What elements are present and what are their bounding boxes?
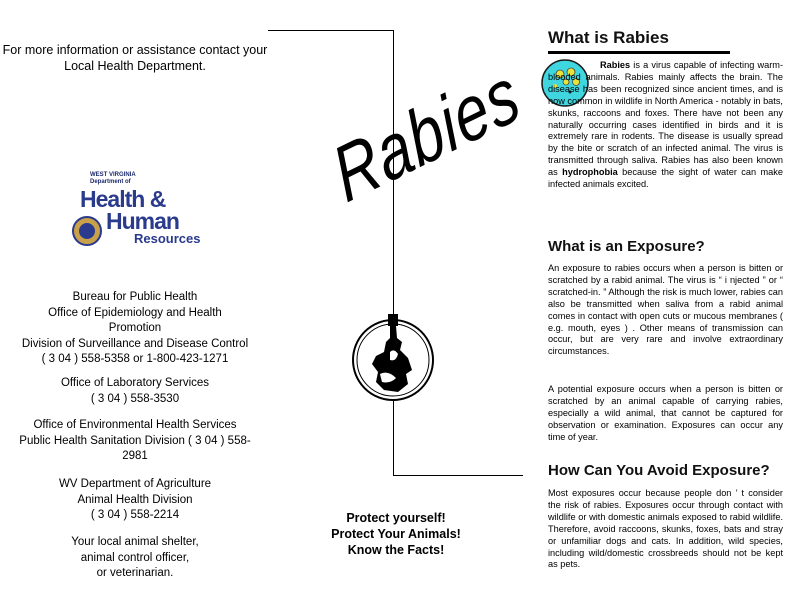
local-line: animal control officer,: [80, 551, 190, 564]
bureau-line: Division of Surveillance and Disease Control: [21, 337, 249, 350]
avoid-exposure-paragraph: Most exposures occur because people don ’ t consider the risk of rabies. Exposures occur through contact with wildlife or with domestic animals exposed to rabid wildlife. Therefore, avoid raccoons, skunks, foxes, bats and stray or unfamiliar dogs and cats. In addition, wild species, including wild/domestic crossbreeds should not be kept as pets.: [548, 488, 783, 570]
state-seal-icon: [72, 216, 102, 246]
logo-top-line2: Department of: [90, 179, 131, 185]
local-line: Your local animal shelter,: [71, 536, 199, 548]
slogan-line: Protect Your Animals!: [331, 527, 461, 541]
env-contact: [0, 418, 270, 465]
local-contact: [0, 535, 270, 582]
exposure-paragraph-2: A potential exposure occurs when a person is bitten or scratched by an animal capable of carrying rabies, especially a wild animal, that cannot be captured for observation or examination. Exposures can occur any time of year.: [548, 384, 783, 442]
slogan: [296, 510, 496, 558]
bureau-line: Office of Epidemiology and Health Promotion: [48, 306, 222, 334]
fold-line-bottom: [393, 475, 523, 476]
avoid-exposure-heading: How Can You Avoid Exposure?: [548, 462, 770, 479]
env-name: Office of Environmental Health Services: [33, 419, 237, 431]
fold-line-top: [268, 30, 393, 31]
rabies-emblem-icon: [350, 312, 436, 404]
lab-contact: [0, 376, 270, 407]
rabies-title: Rabies: [322, 50, 531, 220]
logo-state-line: [90, 172, 136, 186]
agri-phone: ( 3 04 ) 558-2214: [90, 509, 180, 521]
heading-rule: [548, 51, 730, 54]
logo-word-health: [80, 188, 165, 210]
agri-name: WV Department of Agriculture: [58, 478, 212, 490]
logo-health-text: Health: [80, 186, 145, 212]
lab-name: Office of Laboratory Services: [60, 377, 210, 389]
hydrophobia-term: hydrophobia: [562, 167, 618, 178]
logo-word-human: Human: [106, 208, 179, 234]
lab-phone: ( 3 04 ) 558-3530: [90, 392, 180, 405]
env-division: Public Health Sanitation Division ( 3 04 ) 558-2981: [19, 434, 251, 462]
logo-amp: &: [149, 186, 166, 212]
logo-word-resources: Resources: [134, 231, 201, 246]
bureau-contact: [0, 290, 270, 368]
bureau-line: Bureau for Public Health: [72, 291, 198, 303]
exposure-paragraph-1: An exposure to rabies occurs when a person is bitten or scratched by a rabid animal. The virus is “ i njected ” or “ scratched-in. ” Although the risk is much lower, rabies can also be transmitted when saliva from a rabid animal comes in contact with open cuts or mucous membranes ( e.g. mouth, eyes ) . Other means of transmission can occur, but are very rare and involve extraordinary circumstances.: [548, 263, 783, 357]
what-is-rabies-heading: What is Rabies: [548, 28, 669, 47]
slogan-line: Protect yourself!: [346, 511, 446, 525]
local-line: or veterinarian.: [96, 567, 174, 579]
slogan-line: Know the Facts!: [347, 543, 445, 557]
what-is-rabies-text: [548, 60, 783, 191]
agri-contact: [0, 477, 270, 524]
rabies-term: Rabies: [600, 60, 631, 70]
exposure-heading: What is an Exposure?: [548, 238, 705, 255]
agri-division: Animal Health Division: [77, 493, 193, 506]
wv-dhhr-logo: [72, 170, 202, 250]
bureau-phone: ( 3 04 ) 558-5358 or 1-800-423-1271: [41, 353, 229, 365]
rabies-description: is a virus capable of infecting warm-blooded animals. Rabies mainly affects the brain. The disease has been recognized since ancient times, and is now common in wildlife in North America - notably in bats, skunks, raccoons and foxes. There have not been any naturally occurring cases identified in birds and it is extremely rare in rodents. The disease is usually spread by the bite or scratch of an infected animal. The virus is transmitted through saliva. Rabies has also been known as: [548, 60, 783, 178]
title-area: [318, 50, 531, 245]
logo-top-line1: WEST VIRGINIA: [90, 172, 136, 178]
contact-note: For more information or assistance contact your Local Health Department.: [2, 43, 268, 73]
rabies-description-end: because the sight of water can make infected animals excited.: [548, 167, 783, 190]
